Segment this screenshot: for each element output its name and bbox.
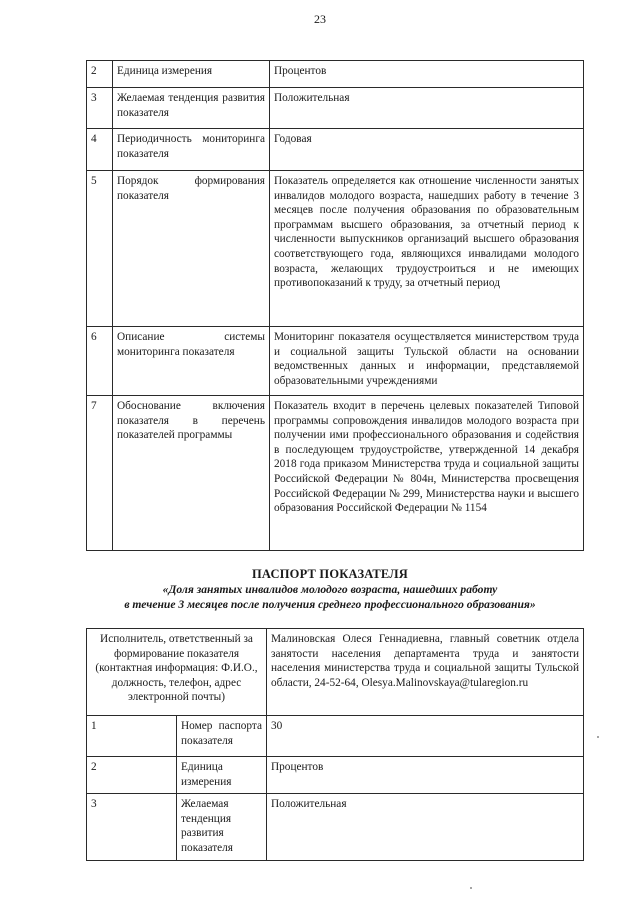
table-row	[87, 757, 584, 794]
table-row-executor	[87, 629, 584, 716]
row-value: Показатель входит в перечень целевых показателей Типовой программы сопровождения инвалидов молодого возраста при получении ими профессионального образования и содействия в последующем трудоустройстве, утвержденной 14 декабря 2018 года приказом Министерства труда и социальной защиты Российской Федерации № 804н, Министерства просвещения Российской Федерации № 299, Министерства науки и высшего образования Российской Федерации № 1154	[270, 396, 584, 551]
row-number: 1	[87, 716, 177, 757]
table-row	[87, 129, 584, 171]
row-value: 30	[267, 716, 584, 757]
row-number: 3	[87, 88, 113, 129]
row-value: Положительная	[270, 88, 584, 129]
passport-subtitle-line1: «Доля занятых инвалидов молодого возраста, нашедших работу	[162, 583, 498, 596]
row-number: 7	[87, 396, 113, 551]
row-value: Процентов	[270, 61, 584, 88]
row-value: Мониторинг показателя осуществляется министерством труда и социальной защиты Тульской области на основании ведомственных данных и информации, представляемой образовательными учреждениями	[270, 327, 584, 396]
row-label: Периодичность мониторинга показателя	[113, 129, 270, 171]
row-label: Описание системы мониторинга показателя	[113, 327, 270, 396]
row-label: Порядок формирования показателя	[113, 171, 270, 327]
row-label: Единица измерения	[113, 61, 270, 88]
table-row	[87, 327, 584, 396]
indicator-table-top	[86, 60, 584, 551]
row-label: Желаемая тенденция развития показателя	[113, 88, 270, 129]
row-label: Единица измерения	[177, 757, 267, 794]
table-row	[87, 171, 584, 327]
table-row	[87, 794, 584, 860]
row-label: Обоснование включения показателя в перечень показателей программы	[113, 396, 270, 551]
passport-subtitle-line2: в течение 3 месяцев после получения среднего профессионального образования»	[124, 598, 536, 611]
row-value: Положительная	[267, 794, 584, 860]
table-row	[87, 88, 584, 129]
executor-value: Малиновская Олеся Геннадиевна, главный советник отдела занятости населения департамента труда и занятости населения министерства труда и социальной защиты Тульской области, 24-52-64, Olesya.Malinovskaya@tularegion.ru	[267, 629, 584, 716]
row-number: 2	[87, 757, 177, 794]
scan-artifact	[597, 736, 599, 738]
table-row	[87, 716, 584, 757]
scan-artifact	[470, 887, 472, 889]
row-number: 6	[87, 327, 113, 396]
row-value: Годовая	[270, 129, 584, 171]
passport-title: ПАСПОРТ ПОКАЗАТЕЛЯ	[251, 567, 409, 581]
table-row	[87, 396, 584, 551]
page-number: 23	[314, 12, 326, 26]
row-value: Показатель определяется как отношение численности занятых инвалидов молодого возраста, нашедших работу в течение 3 месяцев после получения образования по образовательным программам высшего образования, за отчетный период к численности выпускников организаций высшего образования соответствующего года, являющихся инвалидами молодого возраста, желающих трудоустроиться и не имеющих противопоказаний к труду, за отчетный период	[270, 171, 584, 327]
row-value: Процентов	[267, 757, 584, 794]
passport-heading	[60, 567, 600, 612]
row-label: Желаемая тенденция развития показателя	[177, 794, 267, 860]
row-number: 3	[87, 794, 177, 860]
indicator-passport-table	[86, 628, 584, 861]
executor-label: Исполнитель, ответственный за формирование показателя (контактная информация: Ф.И.О., должность, телефон, адрес электронной почты)	[87, 629, 267, 716]
row-number: 5	[87, 171, 113, 327]
row-number: 4	[87, 129, 113, 171]
table-row	[87, 61, 584, 88]
row-number: 2	[87, 61, 113, 88]
row-label: Номер паспорта показателя	[177, 716, 267, 757]
